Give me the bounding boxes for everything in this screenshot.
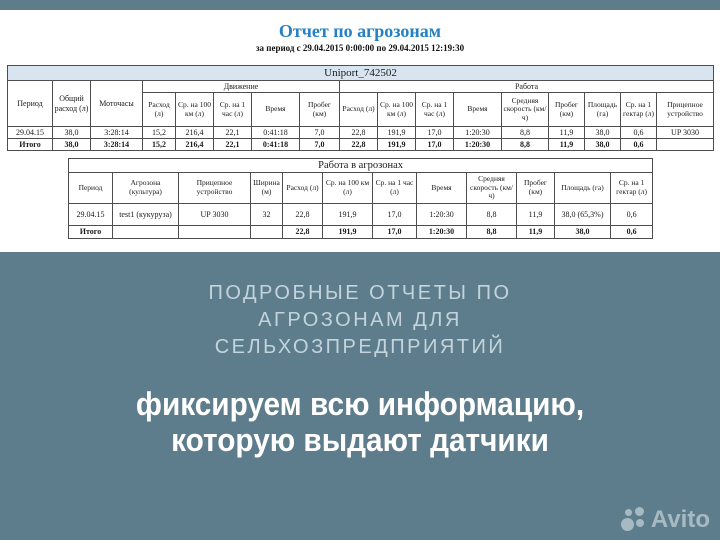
column-header: Прицепное устройство bbox=[179, 173, 251, 204]
table-cell: 191,9 bbox=[323, 226, 373, 239]
tagline-line: АГРОЗОНАМ ДЛЯ bbox=[258, 309, 462, 331]
table-cell: 1:20:30 bbox=[454, 127, 502, 139]
report-page bbox=[0, 10, 720, 252]
agrozone-table-title: Работа в агрозонах bbox=[69, 159, 653, 173]
table-cell: 191,9 bbox=[378, 127, 416, 139]
table-cell: 11,9 bbox=[517, 204, 555, 226]
table-cell: 1:20:30 bbox=[417, 226, 467, 239]
table-cell: 0,6 bbox=[621, 139, 657, 151]
machine-report-table bbox=[7, 65, 714, 151]
table-cell: 11,9 bbox=[549, 139, 585, 151]
banner-headline bbox=[25, 386, 695, 458]
table-total-row bbox=[69, 226, 653, 239]
column-header: Агрозона (культура) bbox=[113, 173, 179, 204]
column-header: Средняя скорость (км/ч) bbox=[467, 173, 517, 204]
tagline-line: СЕЛЬХОЗПРЕДПРИЯТИЙ bbox=[214, 336, 506, 358]
table-cell: 17,0 bbox=[416, 127, 454, 139]
column-header: Время bbox=[252, 93, 300, 127]
table-row bbox=[69, 204, 653, 226]
table-cell bbox=[113, 226, 179, 239]
avito-logo-icon bbox=[621, 507, 648, 534]
column-header: Ср. на 100 км (л) bbox=[378, 93, 416, 127]
table-cell bbox=[657, 139, 714, 151]
table-cell: 22,8 bbox=[340, 139, 378, 151]
group-header-movement: Движение bbox=[143, 81, 340, 93]
table-cell: 38,0 bbox=[585, 139, 621, 151]
table-cell: UP 3030 bbox=[179, 204, 251, 226]
table-cell: 32 bbox=[251, 204, 283, 226]
table-cell bbox=[251, 226, 283, 239]
column-header: Прицепное устройство bbox=[657, 93, 714, 127]
headline-line: фиксируем всю информацию, bbox=[135, 386, 585, 422]
table-cell bbox=[179, 226, 251, 239]
table-cell: 38,0 bbox=[53, 127, 91, 139]
table-cell: 8,8 bbox=[502, 139, 549, 151]
table-cell: 38,0 bbox=[585, 127, 621, 139]
report-title: Отчет по агрозонам bbox=[278, 21, 442, 41]
table-cell: 7,0 bbox=[300, 139, 340, 151]
column-header: Пробег (км) bbox=[517, 173, 555, 204]
column-header: Время bbox=[454, 93, 502, 127]
table-cell: 191,9 bbox=[378, 139, 416, 151]
column-header: Ср. на 100 км (л) bbox=[323, 173, 373, 204]
column-header: Расход (л) bbox=[143, 93, 176, 127]
column-header: Ср. на 100 км (л) bbox=[176, 93, 214, 127]
table-cell: 3:28:14 bbox=[91, 127, 143, 139]
table-cell: 17,0 bbox=[416, 139, 454, 151]
table-cell: 7,0 bbox=[300, 127, 340, 139]
table-cell: 191,9 bbox=[323, 204, 373, 226]
table-cell: 0,6 bbox=[621, 127, 657, 139]
table-cell: 22,8 bbox=[340, 127, 378, 139]
column-header: Пробег (км) bbox=[549, 93, 585, 127]
agrozone-report-table bbox=[68, 158, 653, 239]
table-cell: 8,8 bbox=[502, 127, 549, 139]
table-cell: 11,9 bbox=[549, 127, 585, 139]
table-cell: 22,1 bbox=[214, 139, 252, 151]
table-cell: 8,8 bbox=[467, 226, 517, 239]
column-header: Пробег (км) bbox=[300, 93, 340, 127]
column-header: Площадь (га) bbox=[585, 93, 621, 127]
column-header: Период bbox=[69, 173, 113, 204]
column-header: Моточасы bbox=[91, 81, 143, 127]
table-cell: 11,9 bbox=[517, 226, 555, 239]
table-cell: 1:20:30 bbox=[417, 204, 467, 226]
column-header: Ширина (м) bbox=[251, 173, 283, 204]
table-cell: 38,0 (65,3%) bbox=[555, 204, 611, 226]
table-cell: 3:28:14 bbox=[91, 139, 143, 151]
table-cell: Итого bbox=[8, 139, 53, 151]
table-cell: 22,1 bbox=[214, 127, 252, 139]
column-header: Расход (л) bbox=[283, 173, 323, 204]
table-cell: 29.04.15 bbox=[8, 127, 53, 139]
table-cell: 0,6 bbox=[611, 226, 653, 239]
table-cell: 17,0 bbox=[373, 204, 417, 226]
column-header: Ср. на 1 час (л) bbox=[214, 93, 252, 127]
column-header: Время bbox=[417, 173, 467, 204]
avito-watermark-label: Avito bbox=[650, 506, 710, 533]
avito-watermark bbox=[621, 506, 710, 534]
table-cell: 15,2 bbox=[143, 139, 176, 151]
table-cell: 38,0 bbox=[555, 226, 611, 239]
table-cell: 216,4 bbox=[176, 127, 214, 139]
column-header: Средняя скорость (км/ч) bbox=[502, 93, 549, 127]
column-header: Ср. на 1 гектар (л) bbox=[621, 93, 657, 127]
group-header-work: Работа bbox=[340, 81, 714, 93]
table-cell: 216,4 bbox=[176, 139, 214, 151]
table-cell: 22,8 bbox=[283, 226, 323, 239]
tagline-line: ПОДРОБНЫЕ ОТЧЕТЫ ПО bbox=[208, 282, 512, 304]
table-total-row bbox=[8, 139, 714, 151]
column-header: Ср. на 1 час (л) bbox=[416, 93, 454, 127]
table-cell: test1 (кукуруза) bbox=[113, 204, 179, 226]
table-cell: 0:41:18 bbox=[252, 127, 300, 139]
table-cell: 8,8 bbox=[467, 204, 517, 226]
table-cell: 38,0 bbox=[53, 139, 91, 151]
table-cell: 0:41:18 bbox=[252, 139, 300, 151]
table-cell: Итого bbox=[69, 226, 113, 239]
table-cell: 17,0 bbox=[373, 226, 417, 239]
banner-tagline bbox=[0, 280, 720, 361]
device-title: Uniport_742502 bbox=[8, 66, 714, 81]
table-cell: 29.04.15 bbox=[69, 204, 113, 226]
column-header: Ср. на 1 гектар (л) bbox=[611, 173, 653, 204]
table-cell: UP 3030 bbox=[657, 127, 714, 139]
column-header: Общий расход (л) bbox=[53, 81, 91, 127]
table-row bbox=[8, 127, 714, 139]
column-header: Период bbox=[8, 81, 53, 127]
table-cell: 0,6 bbox=[611, 204, 653, 226]
table-cell: 1:20:30 bbox=[454, 139, 502, 151]
table-cell: 22,8 bbox=[283, 204, 323, 226]
column-header: Расход (л) bbox=[340, 93, 378, 127]
column-header: Ср. на 1 час (л) bbox=[373, 173, 417, 204]
headline-line: которую выдают датчики bbox=[171, 422, 549, 458]
report-subtitle: за период с 29.04.2015 0:00:00 по 29.04.2015 12:19:30 bbox=[255, 43, 465, 53]
column-header: Площадь (га) bbox=[555, 173, 611, 204]
promo-banner bbox=[0, 252, 720, 540]
table-cell: 15,2 bbox=[143, 127, 176, 139]
